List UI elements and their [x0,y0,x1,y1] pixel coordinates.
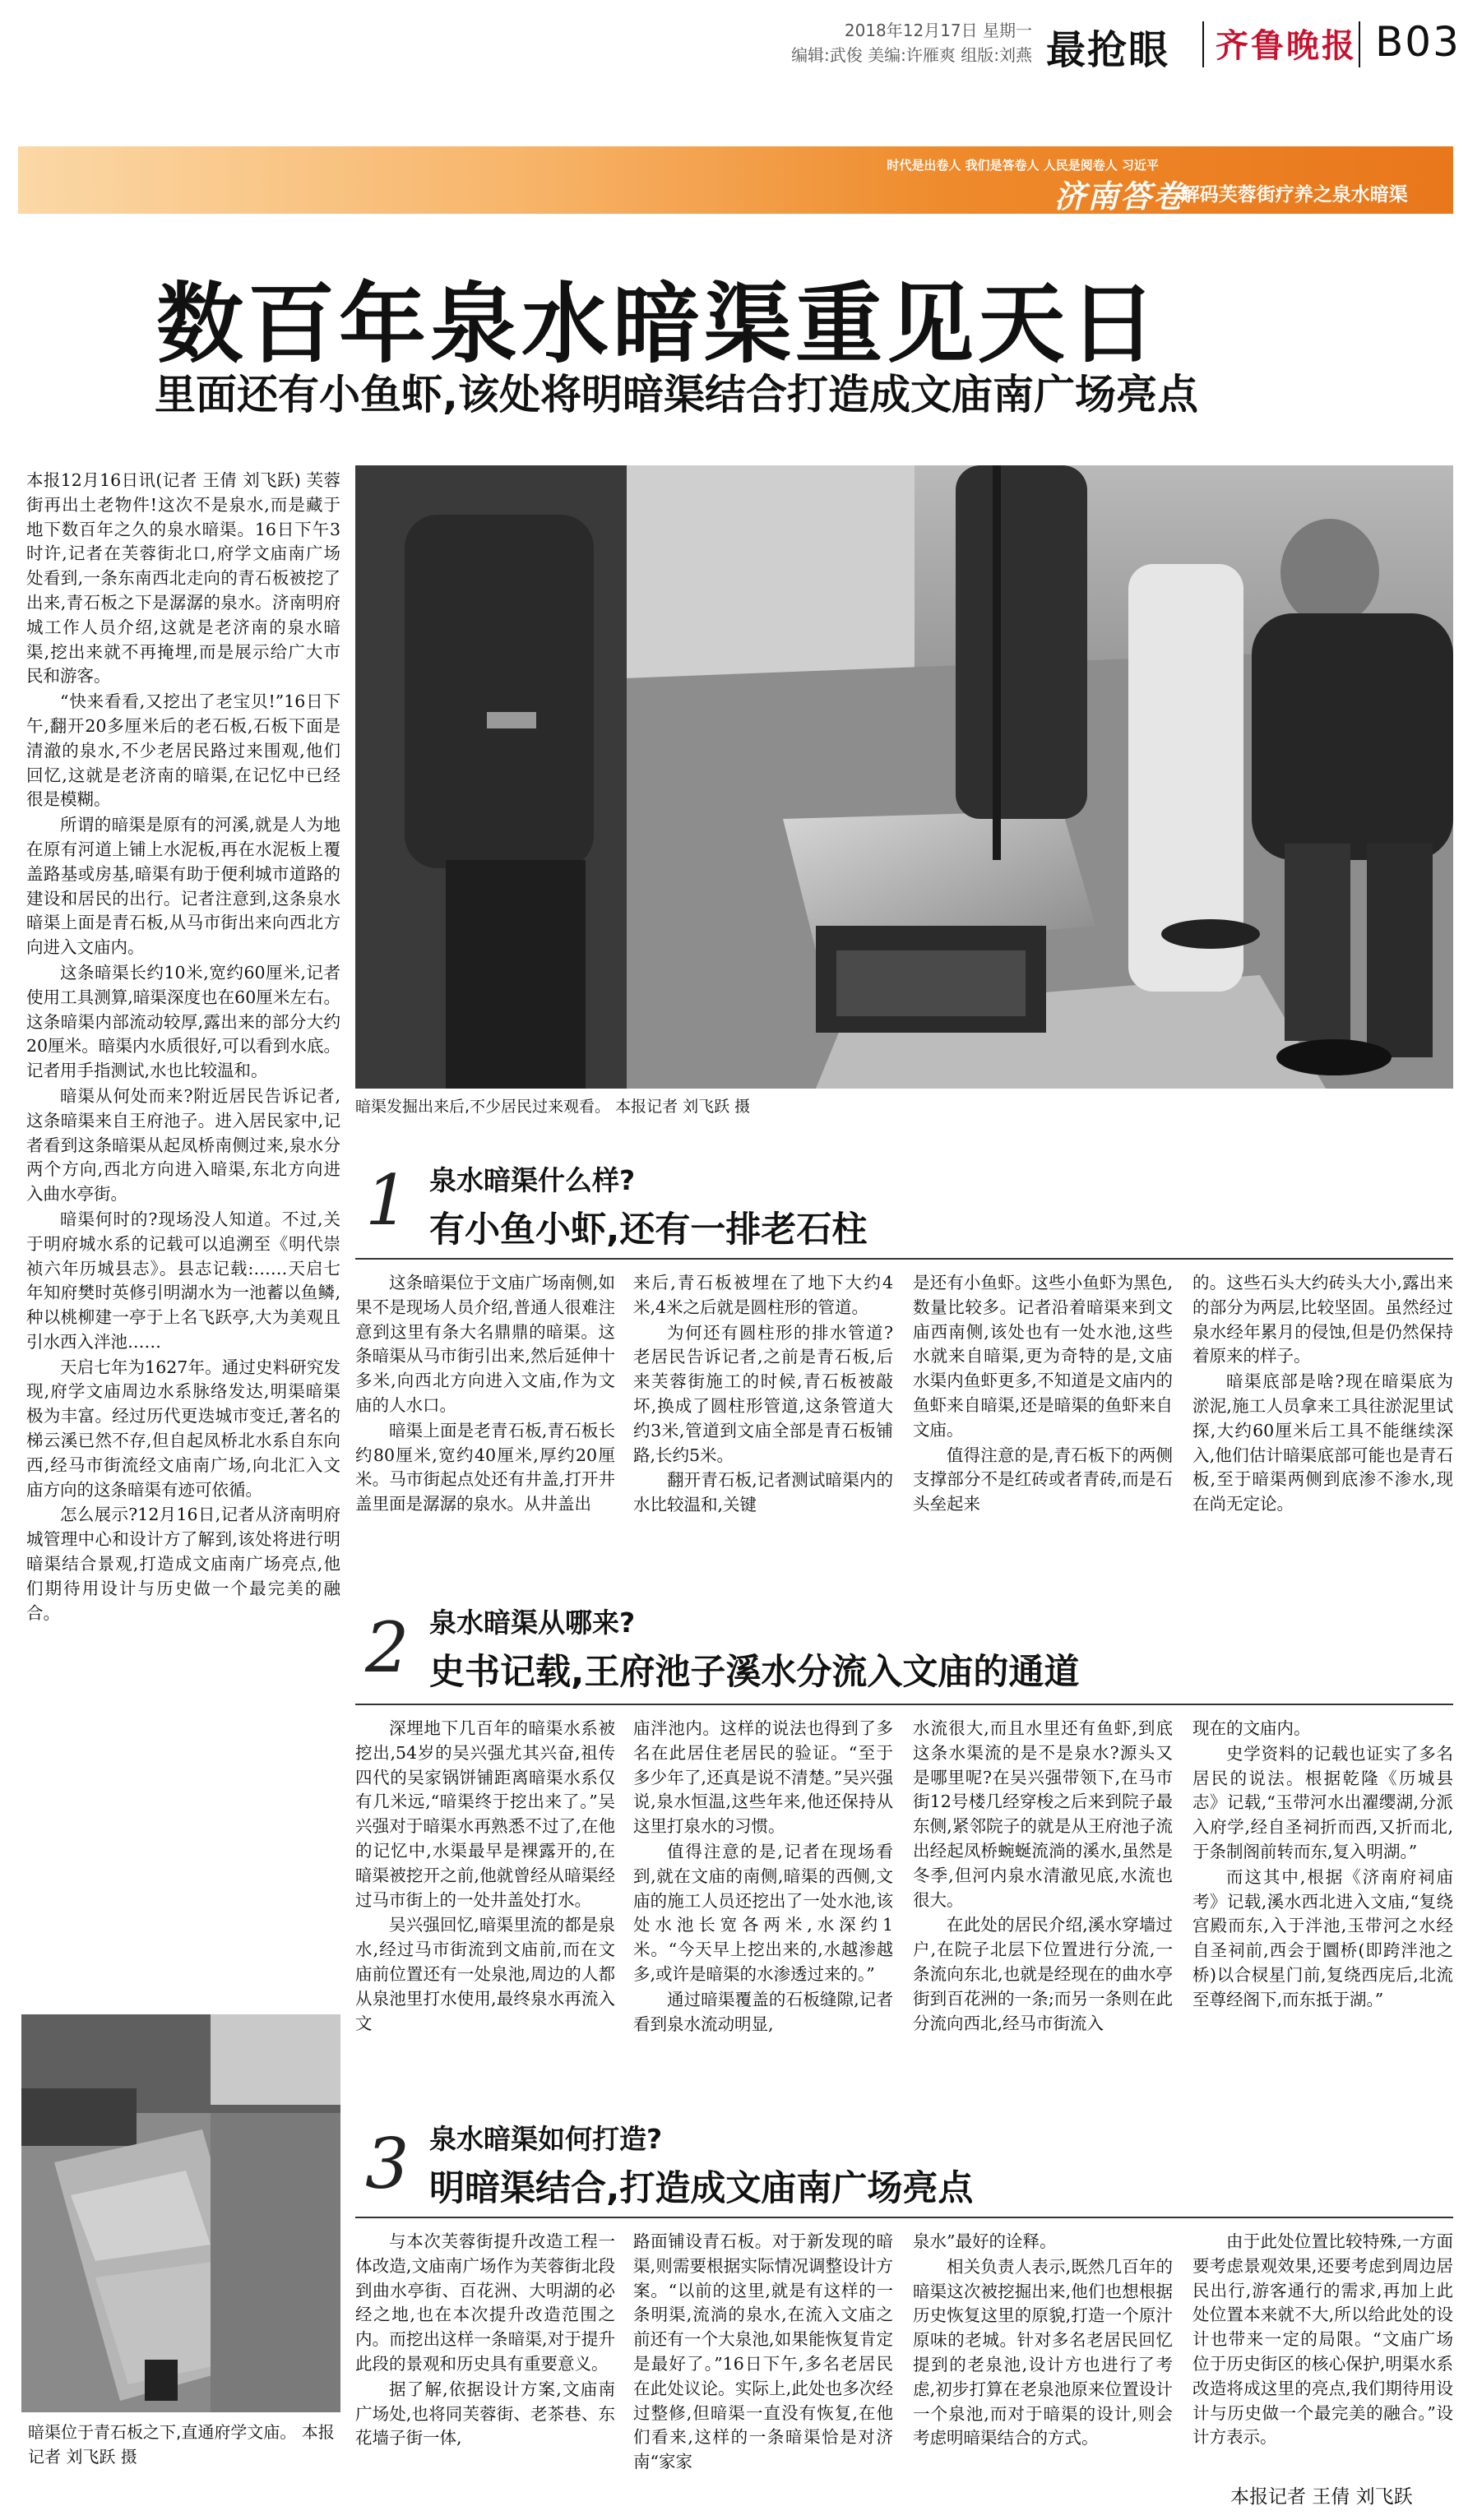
headline: 数百年泉水暗渠重见天日 [156,274,1160,375]
topic-banner [18,146,1453,214]
paragraph: 暗渠从何处而来?附近居民告诉记者,这条暗渠来自王府池子。进入居民家中,记者看到这条暗渠从起凤桥南侧过来,泉水分两个方向,西北方向进入暗渠,东北方向进入曲水亭街。 [26,1085,340,1205]
paragraph: 吴兴强回忆,暗渠里流的都是泉水,经过马市街流到文庙前,而在文庙前位置还有一处泉池,周边的人都从泉池里打水使用,最终泉水再流入文 [355,1915,615,2033]
paragraph: 暗渠何时的?现场没人知道。不过,关于明府城水系的记载可以追溯至《明代崇祯六年历城县志》。县志记载:……天启七年知府樊时英修引明湖水为一池蓄以鱼鳞,种以桃柳建一亭于上名飞跃亭,大为美观且引水西入泮池…… [26,1209,340,1352]
stone-slab-photo-illustration [21,2014,340,2412]
paragraph: 这条暗渠位于文庙广场南侧,如果不是现场人员介绍,普通人很难注意到这里有条大名鼎鼎的暗渠。这条暗渠从马市街引出来,然后延伸十多米,向西北方向进入文庙,作为文庙的人水口。 [355,1273,615,1415]
subheadline: 里面还有小鱼虾,该处将明暗渠结合打造成文庙南广场亮点 [155,371,1198,418]
section-1-column-1 [355,1271,615,1534]
issue-date: 2018年12月17日 星期一 [844,21,1032,40]
main-photo-caption: 暗渠发掘出来后,不少居民过来观看。 本报记者 刘飞跃 摄 [355,1098,751,1116]
paragraph: 为何还有圆柱形的排水管道?老居民告诉记者,之前是青石板,后来芙蓉街施工的时候,青石板被敲坏,换成了圆柱形管道,这条管道大约3米,管道到文庙全部是青石板铺路,长约5米。 [633,1322,893,1465]
small-photo [21,2014,340,2412]
paragraph: 路面铺设青石板。对于新发现的暗渠,则需要根据实际情况调整设计方案。“以前的这里,就是有这样的一条明渠,流淌的泉水,在流入文庙之前还有一个大泉池,如果能恢复肯定是最好了。”16日下午,多名老居民在此处议论。实际上,此处也多次经过整修,但暗渠一直没有恢复,在他们看来,这样的一条暗渠恰是对济南“家家 [633,2231,893,2472]
paragraph: 是还有小鱼虾。这些小鱼虾为黑色,数量比较多。记者沿着暗渠来到文庙西南侧,该处也有一处水池,这些水就来自暗渠,更为奇特的是,文庙水渠内鱼虾更多,不知道是文庙内的鱼虾来自暗渠,还是暗渠的鱼虾来自文庙。 [913,1273,1173,1440]
section-3-column-1 [355,2230,615,2473]
paragraph: 庙泮池内。这样的说法也得到了多名在此居住老居民的验证。“至于多少年了,还真是说不清楚。”吴兴强说,泉水恒温,这些年来,他还保持从这里打泉水的习惯。 [633,1718,893,1837]
paragraph: 相关负责人表示,既然几百年的暗渠这次被挖掘出来,他们也想根据历史恢复这里的原貌,打造一个原汁原味的老城。针对多名老居民回忆提到的老泉池,设计方也进行了考虑,初步打算在老泉池原来位置设计一个泉池,而对于暗渠的设计,则会考虑明暗渠结合的方式。 [913,2256,1173,2448]
paragraph: 值得注意的是,记者在现场看到,就在文庙的南侧,暗渠的西侧,文庙的施工人员还挖出了一处水池,该处水池长宽各两米,水深约1米。“今天早上挖出来的,水越渗越多,或许是暗渠的水渗透过来的。” [633,1841,893,1984]
section-2-column-3 [913,1717,1173,2087]
paragraph: 据了解,依据设计方案,文庙南广场处,也将同芙蓉街、老茶巷、东花墙子街一体, [355,2379,615,2448]
section-question: 泉水暗渠如何打造? [429,2123,663,2155]
paragraph: 翻开青石板,记者测试暗渠内的水比较温和,关键 [633,1470,893,1515]
paragraph: 现在的文庙内。 [1192,1718,1311,1738]
section-number: 1 [365,1160,410,1241]
paragraph: 史学资料的记载也证实了多名居民的说法。根据乾隆《历城县志》记载,“玉带河水出濯缨湖,分派入府学,经自圣祠折而西,又折而北,于条制阁前转而东,复入明湖。” [1192,1743,1453,1861]
section-name: 最抢眼 [1046,27,1170,73]
banner-subtitle: ·解码芙蓉街疗养之泉水暗渠 [1174,184,1408,206]
section-2-column-4 [1192,1717,1453,2087]
issue-meta [791,18,1032,67]
banner-brand: 济南答卷 [1054,178,1187,215]
newspaper-logo: 齐鲁晚报 [1216,26,1357,65]
section-number: 2 [365,1607,410,1688]
editors-line: 编辑:武俊 美编:许雁爽 组版:刘燕 [791,45,1032,65]
banner-slogan: 时代是出卷人 我们是答卷人 人民是阅卷人 习近平 [887,158,1159,173]
paragraph: 怎么展示?12月16日,记者从济南明府城管理中心和设计方了解到,该处将进行明暗渠结合景观,打造成文庙南广场亮点,他们期待用设计与历史做一个最完美的融合。 [26,1505,340,1623]
paragraph: 天启七年为1627年。通过史料研究发现,府学文庙周边水系脉络发达,明渠暗渠极为丰富。经过历代更迭城市变迁,著名的梯云溪已然不存,但自起凤桥北水系自东向西,经马市街流经文庙南广场,向北汇入文庙方向的这条暗渠有迹可依循。 [26,1357,340,1500]
paragraph: 泉水”最好的诠释。 [913,2231,1057,2251]
section-number: 3 [365,2124,410,2204]
masthead [0,0,1468,82]
left-column-text [26,469,340,2023]
small-photo-caption: 暗渠位于青石板之下,直通府学文庙。 本报记者 刘飞跃 摄 [28,2422,335,2467]
section-3-column-4 [1192,2230,1453,2473]
paragraph: 的。这些石头大约砖头大小,露出来的部分为两层,比较坚固。虽然经过泉水经年累月的侵蚀,但是仍然保持着原来的样子。 [1192,1273,1453,1366]
section-2-column-1 [355,1717,615,2087]
paragraph: 通过暗渠覆盖的石板缝隙,记者看到泉水流动明显, [633,1989,893,2034]
page-number: B03 [1375,18,1461,66]
paragraph: 在此处的居民介绍,溪水穿墙过户,在院子北层下位置进行分流,一条流向东北,也就是经现在的曲水亭街到百花洲的一条;而另一条则在此分流向西北,经马市街流入 [913,1915,1173,2033]
paragraph: 暗渠上面是老青石板,青石板长约80厘米,宽约40厘米,厚约20厘米。马市街起点处还有井盖,打开井盖里面是潺潺的泉水。从井盖出 [355,1420,615,1514]
section-question: 泉水暗渠什么样? [429,1164,636,1196]
section-2-column-2 [633,1717,893,2087]
section-1-column-4 [1192,1271,1453,1534]
section-1-column-2 [633,1271,893,1534]
paragraph: 暗渠底部是啥?现在暗渠底为淤泥,施工人员拿来工具往淤泥里试探,大约60厘米后工具不能继续深入,他们估计暗渠底部可能也是青石板,至于暗渠两侧到底渗不渗水,现在尚无定论。 [1192,1371,1453,1514]
paragraph: 与本次芙蓉街提升改造工程一体改造,文庙南广场作为芙蓉街北段到曲水亭街、百花洲、大明湖的必经之地,也在本次提升改造范围之内。而挖出这样一条暗渠,对于提升此段的景观和历史具有重要意义。 [355,2231,615,2374]
section-question: 泉水暗渠从哪来? [429,1607,636,1639]
paragraph: 而这其中,根据《济南府祠庙考》记载,溪水西北进入文庙,“复绕宫殿而东,入于泮池,玉带河之水经自圣祠前,西会于圜桥(即跨泮池之桥)以合棂星门前,复绕西庑后,北流至尊经阁下,而东抵于湖。” [1192,1866,1453,2009]
section-answer: 有小鱼小虾,还有一排老石柱 [429,1209,868,1251]
section-rule [355,1258,1453,1260]
paragraph: “快来看看,又挖出了老宝贝!”16日下午,翻开20多厘米后的老石板,石板下面是清澈的泉水,不少老居民路过来围观,他们回忆,这就是老济南的暗渠,在记忆中已经很是模糊。 [26,691,340,810]
paragraph: 来后,青石板被埋在了地下大约4米,4米之后就是圆柱形的管道。 [633,1273,893,1317]
excavation-photo-illustration [355,465,1453,1089]
paragraph: 所谓的暗渠是原有的河溪,就是人为地在原有河道上铺上水泥板,再在水泥板上覆盖路基或房基,暗渠有助于便利城市道路的建设和居民的出行。记者注意到,这条泉水暗渠上面是青石板,从马市街出来向西北方向进入文庙内。 [26,815,340,958]
section-answer: 史书记载,王府池子溪水分流入文庙的通道 [429,1652,1080,1693]
byline: 本报记者 王倩 刘飞跃 [1230,2486,1413,2508]
paragraph: 值得注意的是,青石板下的两侧支撑部分不是红砖或者青砖,而是石头垒起来 [913,1445,1173,1514]
section-3-column-2 [633,2230,893,2473]
section-answer: 明暗渠结合,打造成文庙南广场亮点 [429,2168,974,2209]
paragraph: 这条暗渠长约10米,宽约60厘米,记者使用工具测算,暗渠深度也在60厘米左右。这条暗渠内部流动较厚,露出来的部分大约20厘米。暗渠内水质很好,可以看到水底。记者用手指测试,水也比较温和。 [26,962,340,1081]
divider [1359,21,1360,67]
section-rule [355,1704,1453,1705]
section-3-column-3 [913,2230,1173,2473]
main-photo [355,465,1453,1089]
section-rule [355,2217,1453,2218]
paragraph: 深埋地下几百年的暗渠水系被挖出,54岁的吴兴强尤其兴奋,祖传四代的吴家锅饼铺距离暗渠水系仅有几米远,“暗渠终于挖出来了。”吴兴强对于暗渠水再熟悉不过了,在他的记忆中,水渠最早是裸露开的,在暗渠被挖开之前,他就曾经从暗渠经过马市街上的一处井盖处打水。 [355,1718,615,1910]
divider [1202,21,1204,67]
paragraph: 水流很大,而且水里还有鱼虾,到底这条水渠流的是不是泉水?源头又是哪里呢?在吴兴强带领下,在马市街12号楼几经穿梭之后来到院子最东侧,紧邻院子的就是从王府池子流出经起凤桥蜿蜒流淌的溪水,虽然是冬季,但河内泉水清澈见底,水流也很大。 [913,1718,1173,1910]
lead-paragraph: 本报12月16日讯(记者 王倩 刘飞跃) 芙蓉街再出土老物件!这次不是泉水,而是藏于地下数百年之久的泉水暗渠。16日下午3时许,记者在芙蓉街北口,府学文庙南广场处看到,一条东南西北走向的青石板被挖了出来,青石板之下是潺潺的泉水。济南明府城工作人员介绍,这就是老济南的泉水暗渠,挖出来就不再掩埋,而是展示给广大市民和游客。 [26,470,340,687]
paragraph: 由于此处位置比较特殊,一方面要考虑景观效果,还要考虑到周边居民出行,游客通行的需求,再加上此处位置本来就不大,所以给此处的设计也带来一定的局限。“文庙广场位于历史街区的核心保护,明渠水系改造将成这里的亮点,我们期待用设计与历史做一个最完美的融合。”设计方表示。 [1192,2231,1453,2448]
section-1-column-3 [913,1271,1173,1534]
